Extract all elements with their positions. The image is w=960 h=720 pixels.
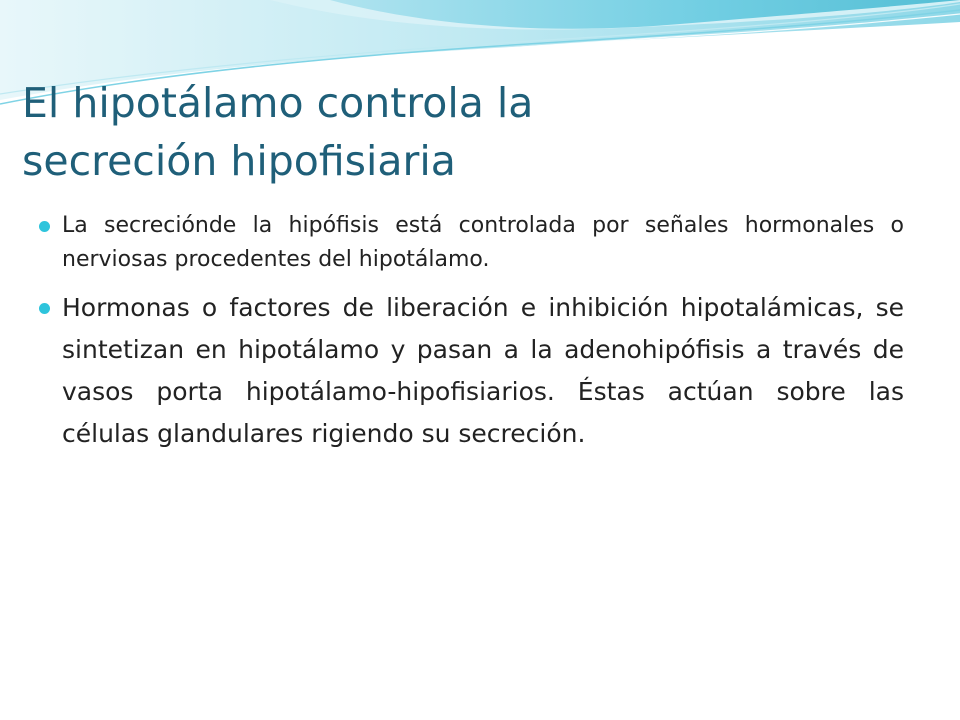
bullet-item xyxy=(62,287,904,455)
bullet-dot-icon xyxy=(39,303,50,314)
bullet-list xyxy=(62,209,904,455)
bullet-text: Hormonas o factores de liberación e inhibición hipotalámicas, se sintetizan en hipotálamo y pasan a la adenohipófisis a través de vasos porta hipotálamo-hipofisiarios. Éstas actúan sobre las células glandulares rigiendo su secreción. xyxy=(62,293,904,448)
bullet-dot-icon xyxy=(39,221,50,232)
bullet-text: La secreciónde la hipófisis está controlada por señales hormonales o nerviosas procedentes del hipotálamo. xyxy=(62,213,904,272)
slide-title-line-2: secreción hipofisiaria xyxy=(22,137,456,185)
bullet-item xyxy=(62,209,904,277)
slide-title xyxy=(22,74,922,190)
slide-title-line-1: El hipotálamo controla la xyxy=(22,79,534,127)
